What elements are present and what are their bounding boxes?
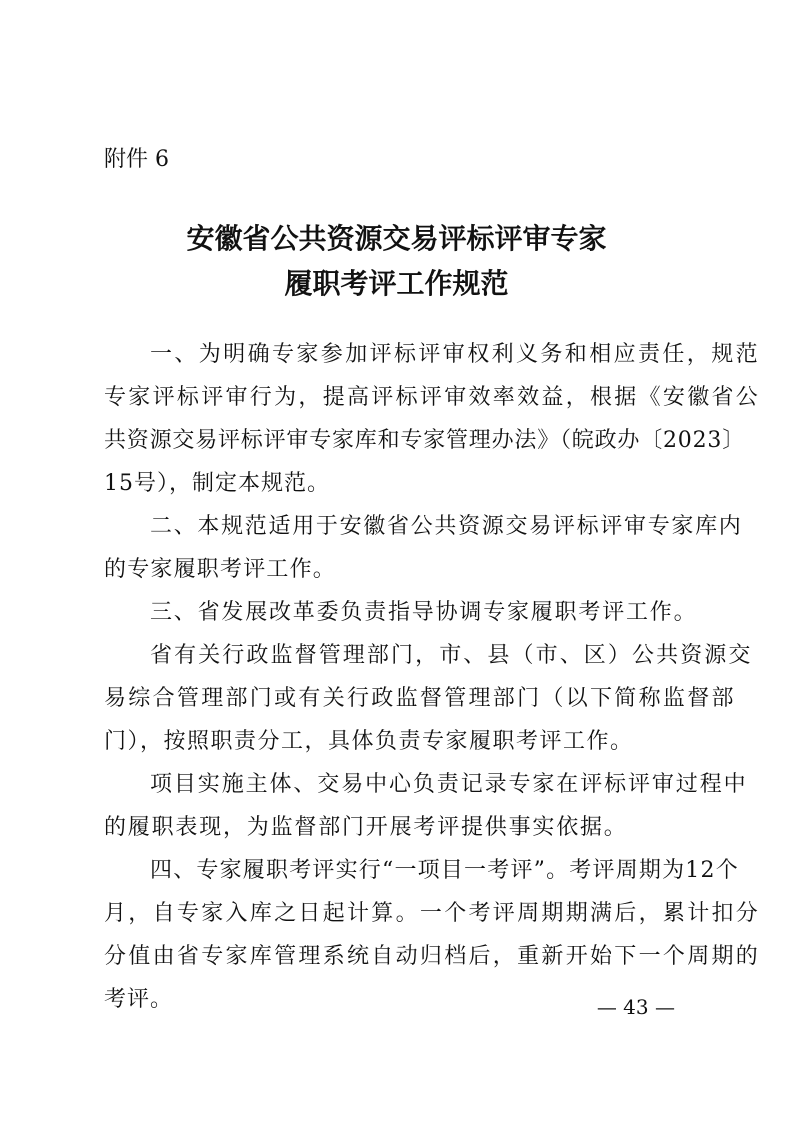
body-line: 分值由省专家库管理系统自动归档后，重新开始下一个周期的 xyxy=(104,944,761,969)
body-line: 门），按照职责分工，具体负责专家履职考评工作。 xyxy=(104,729,634,754)
body-line: 15号），制定本规范。 xyxy=(104,471,330,496)
document-title-line-2: 履职考评工作规范 xyxy=(284,267,509,300)
body-line: 三、省发展改革委负责指导协调专家履职考评工作。 xyxy=(150,600,698,625)
body-line: 一、为明确专家参加评标评审权利义务和相应责任，规范 xyxy=(150,342,761,367)
body-line: 月，自专家入库之日起计算。一个考评周期期满后，累计扣分 xyxy=(104,901,761,926)
body-line: 省有关行政监督管理部门，市、县（市、区）公共资源交 xyxy=(150,643,753,668)
body-line: 考评。 xyxy=(104,987,174,1012)
document-title-line-1: 安徽省公共资源交易评标评审专家 xyxy=(186,222,607,255)
body-line: 二、本规范适用于安徽省公共资源交易评标评审专家库内 xyxy=(150,514,743,539)
body-line: 共资源交易评标评审专家库和专家管理办法》（皖政办〔2023〕 xyxy=(104,428,745,453)
body-line: 专家评标评审行为，提高评标评审效率效益，根据《安徽省公 xyxy=(104,385,761,410)
body-line: 项目实施主体、交易中心负责记录专家在评标评审过程中 xyxy=(150,772,748,797)
page-number: — 43 — xyxy=(596,995,675,1019)
body-line: 易综合管理部门或有关行政监督管理部门（以下简称监督部 xyxy=(104,686,736,711)
body-line: 的专家履职考评工作。 xyxy=(104,557,337,582)
body-line: 四、专家履职考评实行“一项目一考评”。考评周期为12个 xyxy=(150,858,739,883)
body-line: 的履职表现，为监督部门开展考评提供事实依据。 xyxy=(104,815,628,840)
attachment-label: 附件 6 xyxy=(104,147,169,172)
